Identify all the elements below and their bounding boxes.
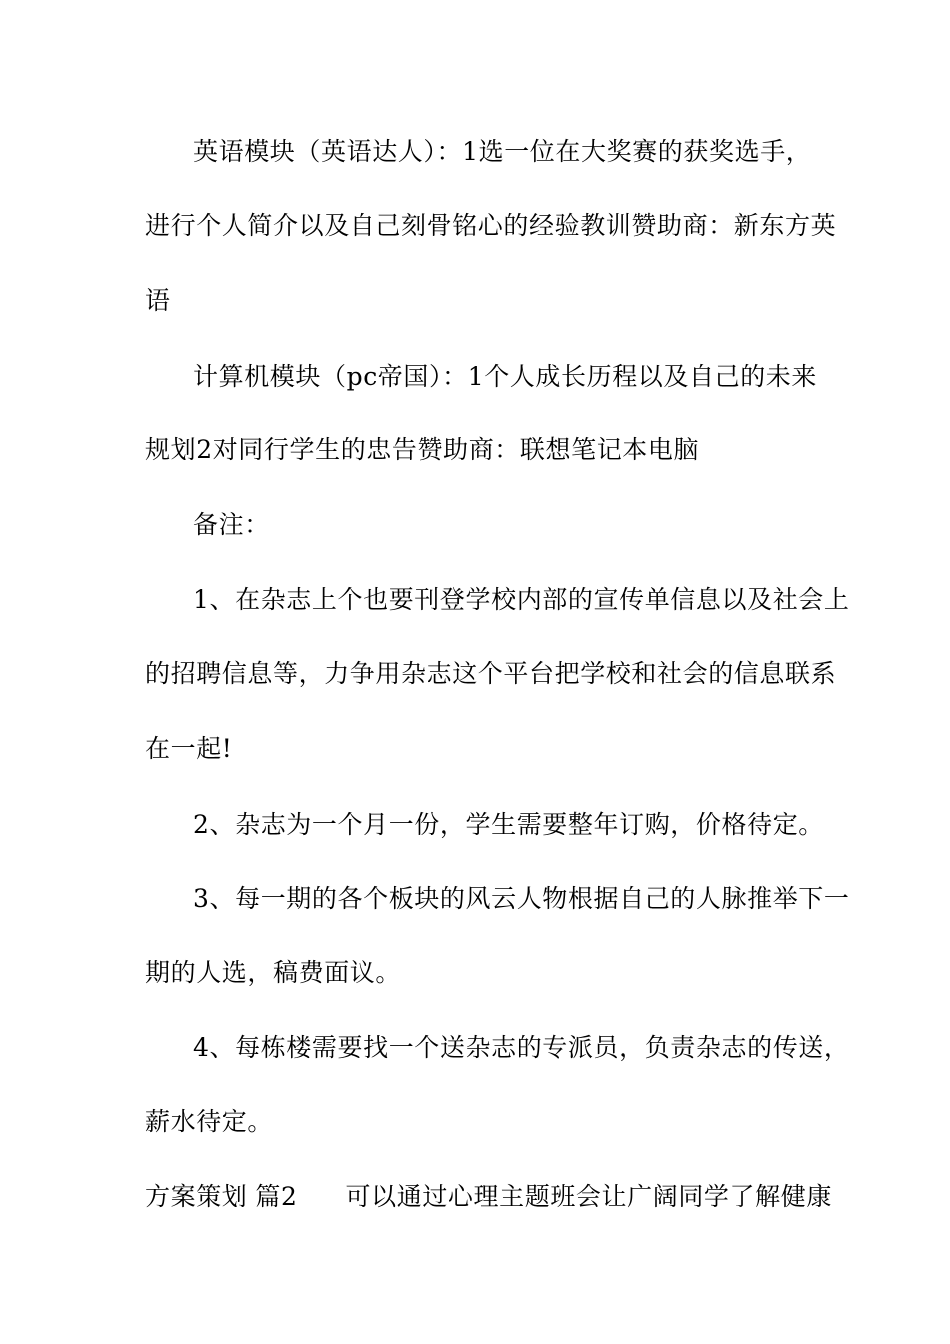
note-3-line-1: 3、每一期的各个板块的风云人物根据自己的人脉推举下一	[193, 884, 850, 913]
paragraph-english-module-line-1: 英语模块（英语达人）：1选一位在大奖赛的获奖选手，	[193, 137, 812, 166]
paragraph-computer-module-line-1: 计算机模块（pc帝国）：1个人成长历程以及自己的未来	[193, 362, 818, 391]
note-1-line-1: 1、在杂志上个也要刊登学校内部的宣传单信息以及社会上	[193, 585, 850, 614]
notes-heading: 备注：	[193, 510, 270, 539]
note-1-line-3: 在一起!	[145, 734, 233, 763]
note-3-line-2: 期的人选，稿费面议。	[145, 958, 402, 987]
section-body-text: 可以通过心理主题班会让广阔同学了解健康	[345, 1182, 832, 1211]
paragraph-english-module-line-3: 语	[145, 286, 171, 315]
paragraph-english-module-line-2: 进行个人简介以及自己刻骨铭心的经验教训赞助商：新东方英	[145, 211, 837, 240]
section-heading-line	[145, 1180, 832, 1214]
note-4-line-2: 薪水待定。	[145, 1107, 274, 1136]
note-4-line-1: 4、每栋楼需要找一个送杂志的专派员，负责杂志的传送，	[193, 1033, 850, 1062]
note-1-line-2: 的招聘信息等，力争用杂志这个平台把学校和社会的信息联系	[145, 659, 837, 688]
paragraph-computer-module-line-2: 规划2对同行学生的忠告赞助商：联想笔记本电脑	[145, 435, 700, 464]
section-heading-title: 方案策划	[145, 1182, 248, 1211]
note-2-line-1: 2、杂志为一个月一份，学生需要整年订购，价格待定。	[193, 810, 824, 839]
section-number: 篇2	[255, 1182, 298, 1211]
